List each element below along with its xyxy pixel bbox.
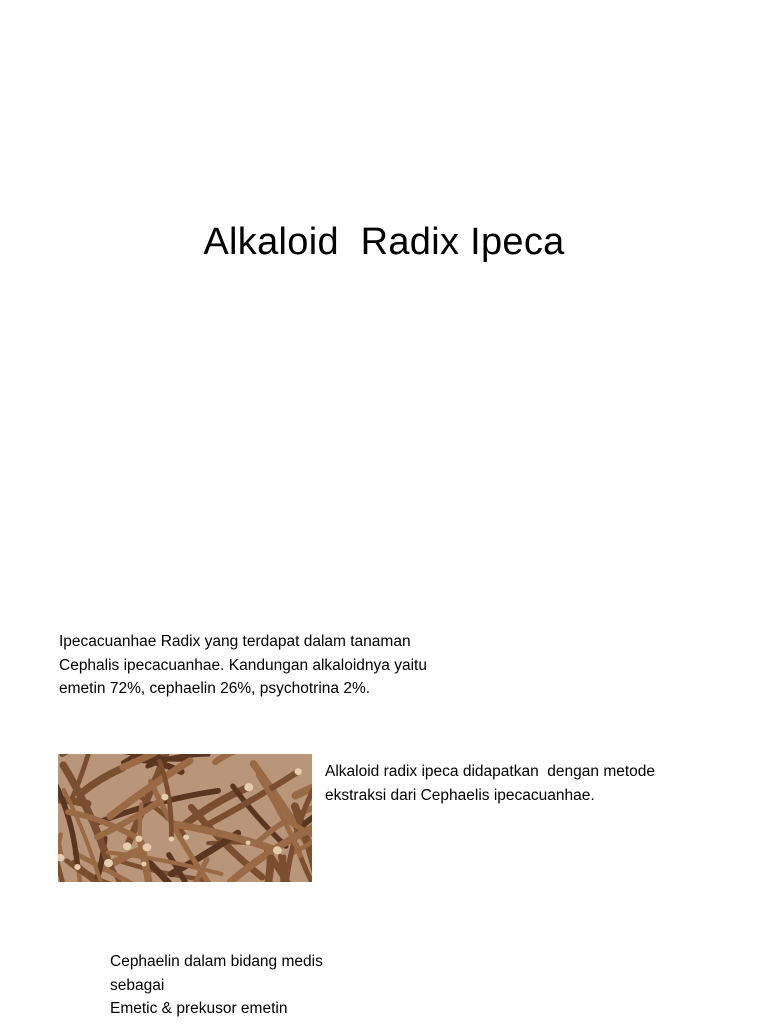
medis-line-2: sebagai	[110, 976, 165, 994]
root-cut-end	[246, 841, 251, 845]
root-cut-end	[135, 836, 142, 842]
root-cut-end	[104, 859, 113, 867]
medis-line-3: Emetic & prekusor emetin	[110, 1000, 288, 1017]
intro-line-3: emetin 72%, cephaelin 26%, psychotrina 2%.	[59, 680, 371, 697]
root-stick	[280, 856, 282, 882]
root-cut-end	[244, 783, 253, 791]
intro-paragraph	[59, 630, 427, 701]
method-line-2: ekstraksi dari Cephaelis ipecacuanhae.	[325, 786, 595, 804]
root-cut-end	[123, 842, 132, 850]
method-line-1: Alkaloid radix ipeca didapatkan dengan metode	[325, 763, 656, 780]
root-cut-end	[183, 834, 189, 839]
root-cut-end	[295, 768, 302, 775]
root-cut-end	[141, 862, 146, 867]
method-paragraph	[325, 760, 655, 807]
medical-use-paragraph	[110, 950, 323, 1021]
root-cut-end	[169, 836, 175, 841]
root-cut-end	[273, 846, 282, 854]
ipecac-root-photo	[58, 754, 312, 882]
document-title: Alkaloid Radix Ipeca	[203, 221, 565, 263]
root-cut-end	[143, 843, 152, 851]
root-stick	[81, 768, 123, 793]
medis-line-1: Cephaelin dalam bidang medis	[110, 953, 323, 970]
root-cut-end	[74, 864, 80, 870]
ipecac-roots-illustration	[58, 754, 312, 882]
root-cut-end	[58, 854, 64, 861]
intro-line-2: Cephalis ipecacuanhae. Kandungan alkaloidnya yaitu	[59, 656, 427, 674]
root-cut-end	[161, 794, 168, 801]
intro-line-1: Ipecacuanhae Radix yang terdapat dalam tanaman	[59, 633, 411, 650]
